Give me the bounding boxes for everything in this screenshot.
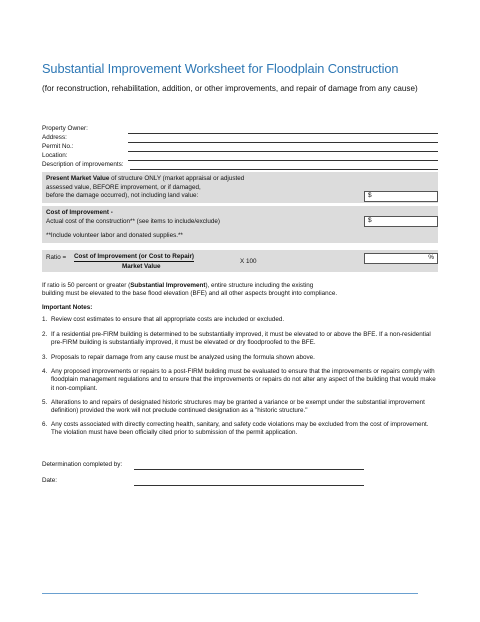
ratio-denominator: Market Value: [122, 263, 161, 270]
market-value-section: [42, 172, 438, 203]
ratio-label: Ratio =: [46, 254, 67, 261]
note-number: 4.: [42, 368, 48, 375]
signature-line[interactable]: [134, 469, 364, 470]
currency-symbol: $: [368, 191, 372, 199]
currency-symbol: $: [368, 216, 372, 224]
market-value-line2: assessed value, BEFORE improvement, or if damaged,: [46, 183, 201, 191]
note-number: 3.: [42, 354, 48, 361]
note-number: 2.: [42, 331, 48, 338]
percent-symbol: %: [428, 254, 434, 261]
note-item: [42, 399, 440, 416]
notes-heading: Important Notes:: [42, 304, 93, 311]
ratio-input[interactable]: [364, 253, 438, 264]
cost-input[interactable]: [364, 216, 438, 227]
ratio-multiplier: X 100: [240, 258, 257, 265]
note-number: 5.: [42, 399, 48, 406]
market-value-heading: Present Market Value: [46, 175, 110, 182]
field-line[interactable]: [130, 169, 438, 170]
note-text: Review cost estimates to ensure that all appropriate costs are included or excluded.: [51, 316, 285, 323]
field-label: Location:: [42, 152, 68, 159]
ratio-section: [42, 250, 438, 272]
statement-part2: ), entire structure including the existing: [205, 282, 314, 289]
field-label: Permit No.:: [42, 143, 74, 150]
note-item: [42, 421, 440, 438]
note-item: [42, 331, 440, 348]
field-label: Address:: [42, 134, 67, 141]
market-value-line1: [46, 175, 244, 184]
note-text: Any proposed improvements or repairs to a post-FIRM building must be evaluated to ensure that the improvements or repairs comply with floodplain management regulations and to ensure that the improvements or repairs do not alter any aspect of the building that would make it non-compliant.: [51, 368, 436, 392]
cost-of-improvement-section: [42, 206, 438, 243]
sig-label: Date:: [42, 477, 58, 484]
page-subtitle: (for reconstruction, rehabilitation, addition, or other improvements, and repair of damage from any cause): [42, 84, 418, 93]
cost-line2: Actual cost of the construction** (see items to include/exclude): [46, 218, 220, 225]
note-text: Alterations to and repairs of designated historic structures may be granted a variance or be exempt under the substantial improvement definition) provided the work will not preclude continued designation as a "historic structure.": [51, 399, 425, 415]
note-item: [42, 368, 440, 393]
cost-line3: **Include volunteer labor and donated supplies.**: [46, 231, 183, 239]
note-text: Proposals to repair damage from any cause must be analyzed using the formula shown above.: [51, 354, 315, 361]
statement-part1: If ratio is 50 percent or greater (: [42, 282, 131, 289]
market-value-line1-rest: of structure ONLY (market appraisal or adjusted: [109, 175, 245, 182]
date-line[interactable]: [134, 485, 364, 486]
field-label: Property Owner:: [42, 125, 88, 132]
note-item: [42, 354, 440, 362]
market-value-input[interactable]: [364, 191, 438, 202]
cost-heading: Cost of Improvement -: [46, 209, 113, 216]
note-number: 6.: [42, 421, 48, 428]
note-text: If a residential pre-FIRM building is determined to be substantially improved, it must be elevated to or above the BFE. If a non-residential pre-FIRM building is substantially improved, it must be elevated or dry floodproofed to the BFE.: [51, 331, 431, 347]
compliance-statement: [42, 282, 440, 299]
note-item: [42, 316, 440, 324]
page-title: Substantial Improvement Worksheet for Floodplain Construction: [42, 61, 399, 76]
statement-line2: building must be elevated to the base flood elevation (BFE) and all other aspects brought into compliance.: [42, 290, 338, 298]
footer-rule: [42, 593, 418, 594]
statement-bold: Substantial Improvement: [130, 282, 206, 289]
determination-completed-by-field[interactable]: [42, 461, 364, 471]
market-value-line3: before the damage occurred), not including land value:: [46, 192, 199, 200]
note-number: 1.: [42, 316, 48, 323]
note-text: Any costs associated with directly correcting health, sanitary, and safety code violations may be excluded from the cost of improvement. The violation must have been officially cited prior to submission of the permit application.: [51, 421, 429, 437]
field-label: Description of improvements:: [42, 161, 124, 168]
sig-label: Determination completed by:: [42, 461, 123, 468]
date-field[interactable]: [42, 477, 364, 487]
description-field[interactable]: [42, 161, 438, 171]
ratio-numerator: Cost of Improvement (or Cost to Repair): [74, 253, 194, 260]
